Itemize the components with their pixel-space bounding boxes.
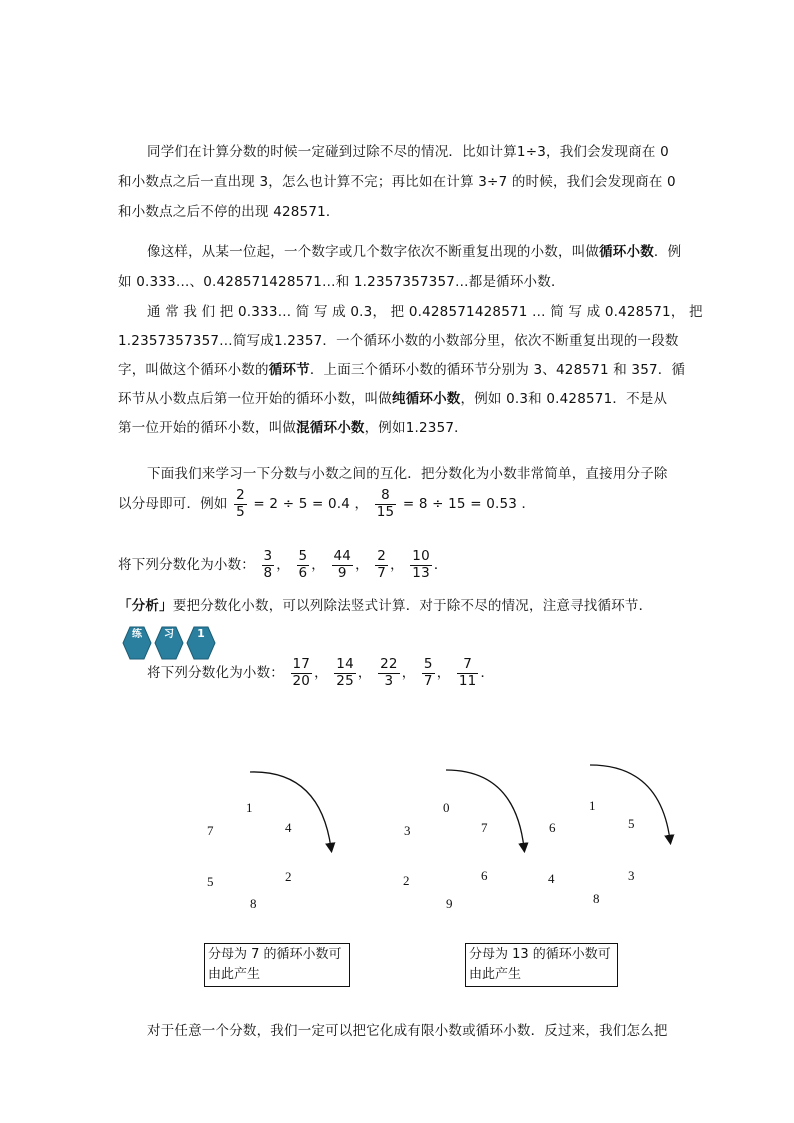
- denominator: 5: [236, 503, 245, 520]
- example-problem: 将下列分数化为小数： $\frac{3}{8}$ ， $\frac{5}{6}$ ， $\frac{44}{9}$ ， $\frac{2}{7}$ ， $\frac{10}{13}$ ．: [118, 548, 448, 581]
- numerator: 2: [236, 487, 245, 503]
- numerator: 5: [423, 656, 433, 672]
- denominator: 9: [337, 564, 347, 581]
- intro-line-3: 和小数点之后不停的出现 428571．: [118, 204, 340, 220]
- term-repetend: 循环节: [268, 362, 310, 378]
- practice-problem: 将下列分数化为小数： $\frac{17}{20}$ ， $\frac{14}{25}$ ， $\frac{22}{3}$ ， $\frac{5}{7}$ ， $\frac{7}{11}$ ．: [147, 656, 495, 689]
- closing-line: 对于任意一个分数，我们一定可以把它化成有限小数或循环小数．反过来，我们怎么把: [147, 1023, 668, 1039]
- denominator: 25: [336, 672, 354, 689]
- caption-denominator-13: 分母为 13 的循环小数可由此产生: [465, 943, 618, 987]
- example-end: ．: [433, 557, 448, 574]
- conversion-text: 以分母即可．例如: [118, 496, 228, 513]
- cycle-digit: 3: [404, 823, 411, 838]
- cycle-digit: 5: [628, 816, 635, 831]
- denominator: 6: [298, 564, 308, 581]
- denominator: 20: [292, 672, 311, 689]
- analysis-label: 「分析」: [118, 598, 173, 614]
- denominator: 13: [412, 564, 430, 581]
- numerator: 2: [377, 548, 387, 564]
- notation-text: 字，叫做这个循环小数的: [118, 362, 269, 378]
- analysis-text: 要把分数化小数，可以列除法竖式计算．对于除不尽的情况，注意寻找循环节．: [172, 598, 653, 614]
- pure-text-tail: ，例如 0.3和 0.428571．不是从: [460, 391, 668, 407]
- intro-line-2: 和小数点之后一直出现 3，怎么也计算不完；再比如在计算 3÷7 的时候，我们会发现商在 0: [118, 174, 676, 190]
- conversion-equation-2: = 8 ÷ 15 = 0.53 ．: [402, 496, 536, 513]
- badge-number: 1: [197, 627, 205, 640]
- numerator: 8: [375, 488, 397, 505]
- notation-line-2: 1.2357357357…简写成1.2357．一个循环小数的小数部分里，依次不断重复出现的一段数: [118, 333, 679, 349]
- mixed-text: 第一位开始的循环小数，叫做: [118, 420, 297, 436]
- cycle-digit: 4: [548, 871, 555, 886]
- cycle-digit: 1: [589, 798, 596, 813]
- cycle-digit: 8: [250, 896, 257, 911]
- cycle-digit: 7: [207, 823, 214, 838]
- cycle-digit: 9: [446, 896, 453, 911]
- definition-text: 像这样，从某一位起，一个数字或几个数字依次不断重复出现的小数，叫做: [147, 244, 600, 260]
- term-repeating-decimal: 循环小数: [599, 244, 654, 260]
- practice-prompt: 将下列分数化为小数：: [147, 665, 284, 682]
- denominator: 7: [377, 564, 387, 581]
- numerator: 7: [457, 657, 479, 674]
- notation-text-tail: ．上面三个循环小数的循环节分别为 3、428571 和 357．循: [309, 362, 686, 378]
- conversion-line-1: 下面我们来学习一下分数与小数之间的互化．把分数化为小数非常简单，直接用分子除: [147, 466, 668, 482]
- term-pure-repeating: 纯循环小数: [392, 391, 461, 407]
- denominator: 7: [423, 672, 433, 689]
- cycle-digit: 2: [285, 869, 292, 884]
- cycle-digit: 2: [403, 873, 410, 888]
- denominator: 8: [263, 564, 273, 581]
- definition-tail: ．例: [653, 244, 682, 260]
- intro-line-1: 同学们在计算分数的时候一定碰到过除不尽的情况．比如计算1÷3，我们会发现商在 0: [147, 144, 669, 160]
- example-prompt: 将下列分数化为小数：: [118, 557, 255, 574]
- numerator: 10: [412, 548, 430, 564]
- practice-end: ．: [480, 665, 495, 682]
- notation-line-1: 通 常 我 们 把 0.333… 简 写 成 0.3， 把 0.428571428571 … 简 写 成 0.428571， 把: [147, 304, 703, 320]
- cycle-digit: 7: [481, 820, 488, 835]
- arc-arrow-icon: [250, 772, 331, 848]
- badge-char: 练: [132, 629, 142, 640]
- numerator: 44: [333, 548, 352, 564]
- caption-denominator-7: 分母为 7 的循环小数可由此产生: [204, 943, 350, 987]
- cycle-digit: 4: [285, 820, 292, 835]
- denominator: 3: [384, 672, 394, 689]
- numerator: 5: [298, 548, 308, 564]
- numerator: 17: [292, 656, 311, 672]
- denominator: 15: [376, 503, 395, 520]
- cycle-digit: 6: [549, 820, 556, 835]
- cycle-digit: 5: [207, 874, 214, 889]
- term-mixed-repeating: 混循环小数: [296, 420, 365, 436]
- cycle-digit: 3: [628, 868, 635, 883]
- cycle-digit: 8: [593, 891, 600, 906]
- cycle-digit: 0: [443, 800, 450, 815]
- arc-arrow-icon: [446, 770, 524, 848]
- cycle-digit: 1: [246, 800, 253, 815]
- mixed-text-tail: ，例如1.2357．: [364, 420, 468, 436]
- definition-line-2: 如 0.333…、0.428571428571…和 1.2357357357…都是循环小数．: [118, 274, 565, 290]
- numerator: 14: [336, 656, 354, 672]
- conversion-equation-1: = 2 ÷ 5 = 0.4 ，: [253, 496, 369, 513]
- badge-char: 习: [164, 629, 174, 640]
- numerator: 3: [263, 548, 273, 564]
- pure-text: 环节从小数点后第一位开始的循环小数，叫做: [118, 391, 392, 407]
- cycle-digit: 6: [481, 868, 488, 883]
- numerator: 22: [380, 656, 398, 672]
- denominator: 11: [458, 672, 477, 689]
